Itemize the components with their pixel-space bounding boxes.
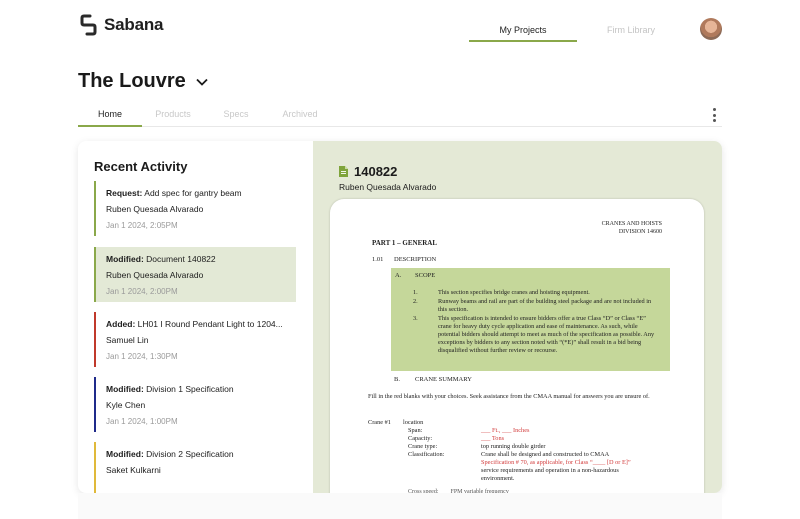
tab-products[interactable]: Products — [155, 109, 191, 119]
project-switcher[interactable] — [78, 70, 208, 93]
activity-summary: Modified: Document 140822 — [106, 254, 216, 264]
document-page-header: CRANES AND HOISTS DIVISION 14600 — [601, 221, 662, 235]
crane-spec-table: Crane #1 location Span: ___ Ft., ___ Inches Capacity: ___ Tons Crane type: top running double girder Classification: Crane shall be designed and constructed to CMAA Specification # 70, as applicable, for Class “____ [D or E]” service requirements and operation in a non-hazardous environment. — [368, 419, 678, 483]
card-footer-strip — [78, 493, 722, 519]
tab-specs[interactable]: Specs — [223, 109, 249, 119]
activity-item[interactable] — [94, 312, 296, 367]
document-page[interactable] — [330, 199, 704, 493]
activity-user: Samuel Lin — [106, 335, 149, 345]
activity-user: Kyle Chen — [106, 400, 146, 410]
span-blank[interactable]: ___ Ft., ___ Inches — [481, 427, 530, 434]
nav-firm-library[interactable]: Firm Library — [606, 25, 655, 35]
activity-item[interactable] — [94, 442, 296, 493]
document-cut-line: Cross speed: ___ FPM variable frequency — [408, 489, 509, 493]
top-nav — [469, 18, 685, 42]
nav-my-projects[interactable]: My Projects — [469, 18, 577, 42]
document-part-heading: PART 1 – GENERAL — [372, 239, 438, 247]
activity-time: Jan 1 2024, 1:30PM — [106, 352, 178, 361]
scope-highlight: A. SCOPE 1. This section specifies bridge cranes and hoisting equipment. 2. Runway beams and rail are part of the building steel package and are not included in this section. 3. This specification is intended to ensure bidders offer a true Class “D” or Class “E” crane for heavy duty cycle application and ease of maintenance. As such, while potential bidders should attempt to meet as much of the specification as possible. Any exceptions by bidders to any section noted with “(*E)” shall result in a bid being disqualified without further review or recourse. — [391, 268, 670, 371]
recent-activity-title: Recent Activity — [94, 159, 188, 174]
class-blank[interactable]: Specification # 70, as applicable, for Class “____ [D or E]” — [481, 459, 631, 466]
document-number: 140822 — [354, 164, 398, 179]
activity-user: Ruben Quesada Alvarado — [106, 204, 204, 214]
document-author: Ruben Quesada Alvarado — [339, 182, 437, 192]
activity-item[interactable] — [94, 181, 296, 236]
tab-home[interactable]: Home — [78, 103, 142, 127]
activity-user: Ruben Quesada Alvarado — [106, 270, 204, 280]
activity-summary: Request: Add spec for gantry beam — [106, 188, 242, 198]
user-avatar[interactable] — [700, 18, 722, 40]
capacity-blank[interactable]: ___ Tons — [481, 435, 505, 442]
activity-summary: Modified: Division 1 Specification — [106, 384, 234, 394]
scope-item: 1. This section specifies bridge cranes and hoisting equipment. — [413, 289, 590, 296]
scope-item: 3. This specification is intended to ensure bidders offer a true Class “D” or Class “E” crane for heavy duty cycle application and ease of maintenance. As such, while potential bidders should attempt to meet as much of the specification as possible. Any exceptions by bidders to any section noted with “(*E)” shall result in a bid being disqualified without further review or recourse. — [413, 315, 655, 354]
activity-time: Jan 1 2024, 1:00PM — [106, 417, 178, 426]
app-name: Sabana — [104, 15, 164, 34]
activity-summary: Modified: Division 2 Specification — [106, 449, 234, 459]
sabana-logo-icon — [80, 14, 98, 36]
fill-instructions: Fill in the red blanks with your choices. Seek assistance from the CMAA manual for answers you are unsure of. — [368, 393, 650, 400]
crane-summary-heading: B. CRANE SUMMARY — [394, 376, 472, 383]
more-options-icon[interactable] — [712, 108, 716, 122]
app-logo[interactable] — [80, 14, 163, 36]
activity-item[interactable] — [94, 247, 296, 302]
document-preview-panel — [313, 141, 722, 493]
tab-archived[interactable]: Archived — [282, 109, 318, 119]
project-tabs — [78, 103, 722, 127]
activity-time: Jan 1 2024, 2:00PM — [106, 287, 178, 296]
document-section: 1.01 DESCRIPTION — [372, 256, 437, 263]
chevron-down-icon[interactable] — [196, 78, 208, 86]
recent-activity-panel — [78, 141, 313, 493]
home-card — [78, 141, 722, 493]
document-header — [339, 164, 397, 179]
scope-item: 2. Runway beams and rail are part of the building steel package and are not included in this section. — [413, 298, 652, 313]
activity-item[interactable] — [94, 377, 296, 432]
activity-user: Saket Kulkarni — [106, 465, 161, 475]
document-icon — [339, 166, 348, 177]
activity-time: Jan 1 2024, 2:05PM — [106, 221, 178, 230]
activity-summary: Added: LH01 I Round Pendant Light to 1204... — [106, 319, 283, 329]
project-title: The Louvre — [78, 70, 186, 92]
